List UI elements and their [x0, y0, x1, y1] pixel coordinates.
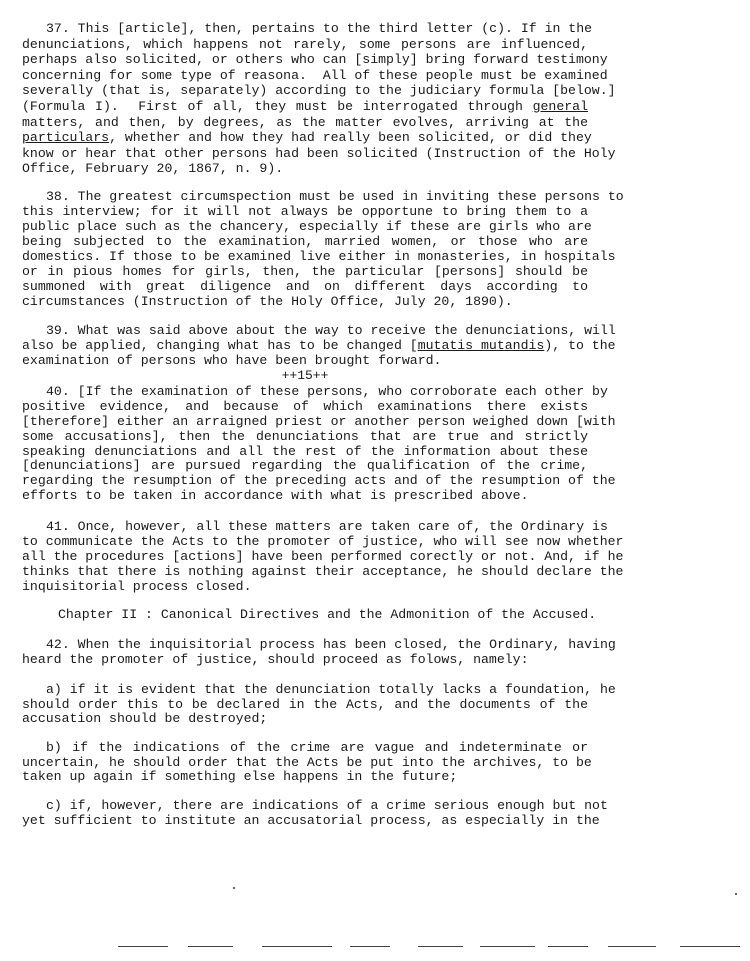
- scan-artifact-line: [608, 946, 656, 947]
- text-line: this interview; for it will not always be opportune to bring them to a: [22, 204, 588, 219]
- paragraph-p37: [22, 21, 616, 177]
- text-segment: (Formula I). First of all, they must be interrogated through: [22, 98, 533, 114]
- text-line: uncertain, he should order that the Acts be put into the archives, to be: [22, 754, 592, 770]
- text-line: summoned with great diligence and on different days according to: [22, 279, 588, 294]
- text-segment: also be applied, changing what has to be changed [: [22, 338, 418, 353]
- text-line: 39. What was said above about the way to receive the denunciations, will: [46, 323, 616, 338]
- text-line: [22, 130, 592, 146]
- text-line: perhaps also solicited, or others who can [simply] bring forward testimony: [22, 52, 608, 68]
- paragraph-pc: [22, 798, 608, 828]
- text-segment: , whether and how they had really been solicited, or did they: [109, 130, 592, 146]
- text-line: to communicate the Acts to the promoter of justice, who will see now whether: [22, 534, 624, 549]
- text-line: [22, 338, 616, 353]
- text-line: concerning for some type of reasona. All of these people must be examined: [22, 67, 608, 83]
- scan-artifact-line: [262, 946, 332, 947]
- text-line: [22, 99, 588, 115]
- text-line: [denunciations] are pursued regarding the qualification of the crime,: [22, 458, 588, 474]
- text-line: regarding the resumption of the preceding acts and of the resumption of the: [22, 473, 616, 489]
- chapter-heading: [22, 607, 597, 622]
- text-line: positive evidence, and because of which examinations there exists: [22, 398, 588, 414]
- text-line: should order this to be declared in the Acts, and the documents of the: [22, 696, 588, 712]
- paragraph-p38: [22, 189, 624, 309]
- scan-speck: [735, 893, 737, 895]
- text-line: yet sufficient to institute an accusatorial process, as especially in the: [22, 812, 600, 828]
- text-line: examination of persons who have been brought forward.: [22, 353, 442, 368]
- text-line: accusation should be destroyed;: [22, 711, 268, 727]
- text-line: some accusations], then the denunciations that are true and strictly: [22, 428, 588, 444]
- text-line: Chapter II : Canonical Directives and the Admonition of the Accused.: [58, 607, 597, 622]
- text-line: or in pious homes for girls, then, the particular [persons] should be: [22, 264, 588, 279]
- text-line: matters, and then, by degrees, as the matter evolves, arriving at the: [22, 114, 588, 130]
- text-line: all the procedures [actions] have been performed corectly or not. And, if he: [22, 549, 624, 564]
- paragraph-pb: [22, 740, 592, 785]
- scan-speck: [233, 887, 235, 889]
- text-line: domestics. If those to be examined live either in monasteries, in hospitals: [22, 249, 616, 264]
- text-line: b) if the indications of the crime are vague and indeterminate or: [46, 740, 588, 755]
- text-line: c) if, however, there are indications of a crime serious enough but not: [46, 798, 608, 813]
- paragraph-pa: [22, 682, 616, 727]
- paragraph-p42: [22, 637, 616, 667]
- text-line: taken up again if something else happens in the future;: [22, 769, 458, 785]
- underlined-term: particulars: [22, 130, 110, 146]
- text-line: being subjected to the examination, married women, or those who are: [22, 234, 588, 249]
- scan-artifact-line: [548, 946, 588, 947]
- underlined-term: mutatis mutandis: [417, 338, 545, 353]
- text-line: 38. The greatest circumspection must be used in inviting these persons to: [46, 189, 624, 204]
- scan-artifact-line: [118, 946, 168, 947]
- text-line: Office, February 20, 1867, n. 9).: [22, 161, 284, 177]
- paragraph-p39: [22, 323, 616, 368]
- scan-artifact-line: [350, 946, 390, 947]
- scan-artifact-line: [188, 946, 233, 947]
- text-line: thinks that there is nothing against their acceptance, he should declare the: [22, 564, 624, 579]
- text-line: know or hear that other persons had been solicited (Instruction of the Holy: [22, 145, 616, 161]
- text-line: a) if it is evident that the denunciation totally lacks a foundation, he: [46, 682, 616, 697]
- scan-artifact-line: [418, 946, 463, 947]
- text-line: [therefore] either an arraigned priest or another person weighed down [with: [22, 413, 616, 429]
- text-line: 42. When the inquisitorial process has been closed, the Ordinary, having: [46, 637, 616, 652]
- text-line: heard the promoter of justice, should proceed as folows, namely:: [22, 652, 529, 667]
- paragraph-p40: [22, 384, 616, 504]
- scan-artifact-line: [480, 946, 535, 947]
- text-line: inquisitorial process closed.: [22, 579, 252, 594]
- text-line: severally (that is, separately) according to the judiciary formula [below.]: [22, 83, 616, 99]
- paragraph-p41: [22, 519, 624, 594]
- text-line: 37. This [article], then, pertains to the third letter (c). If in the: [46, 21, 593, 36]
- text-line: efforts to be taken in accordance with what is prescribed above.: [22, 488, 529, 504]
- text-line: 40. [If the examination of these persons, who corroborate each other by: [46, 384, 608, 399]
- underlined-term: general: [532, 98, 588, 114]
- text-line: 41. Once, however, all these matters are taken care of, the Ordinary is: [46, 519, 608, 534]
- text-line: speaking denunciations and all the rest of the information about these: [22, 443, 588, 459]
- scan-artifact-line: [680, 946, 740, 947]
- text-segment: ), to the: [544, 338, 616, 353]
- text-line: denunciations, which happens not rarely, some persons are influenced,: [22, 36, 588, 52]
- text-line: circumstances (Instruction of the Holy Office, July 20, 1890).: [22, 294, 513, 309]
- page-number: ++15++: [281, 368, 329, 383]
- text-line: public place such as the chancery, especially if these are girls who are: [22, 219, 592, 234]
